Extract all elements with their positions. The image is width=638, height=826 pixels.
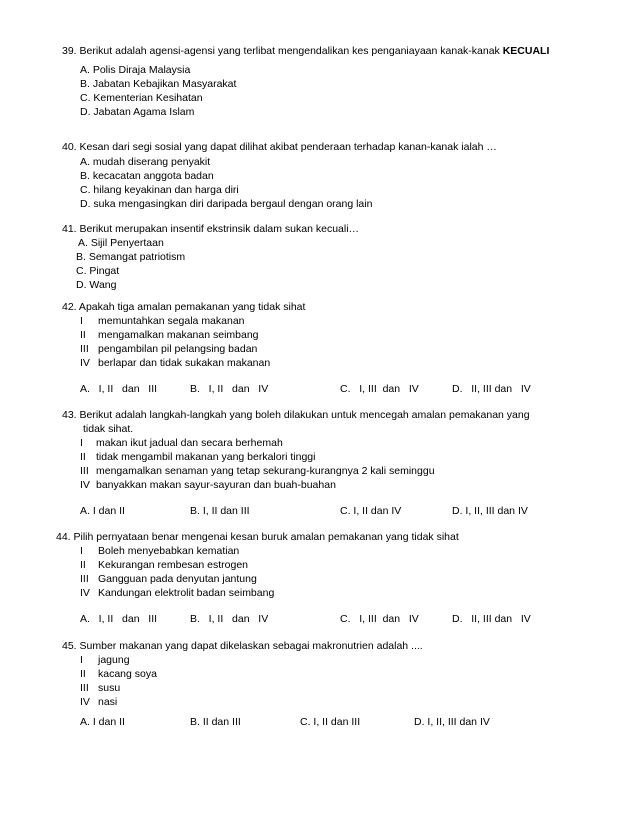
q45-item-2 [80,668,157,681]
q44-item-4-text: Kandungan elektrolit badan seimbang [98,587,275,599]
q43-answer-d: D. I, II, III dan IV [452,505,528,517]
q43-item-3-num: III [80,465,89,477]
q45-item-4 [80,696,117,709]
q42-stem: 42. Apakah tiga amalan pemakanan yang tidak sihat [62,301,306,313]
q44-item-2-text: Kekurangan rembesan estrogen [98,559,249,571]
q45-item-1-text: jagung [98,654,130,666]
q39-option-c: C. Kementerian Kesihatan [80,92,203,104]
q40-option-d: D. suka mengasingkan diri daripada bergaul dengan orang lain [80,198,373,210]
q42-item-1-num: I [80,315,83,327]
q44-item-1 [80,545,239,558]
q43-item-2 [80,451,315,464]
q42-item-1 [80,315,245,328]
q44-item-3 [80,573,257,586]
q43-item-4-text: banyakkan makan sayur-sayuran dan buah-buahan [96,479,336,491]
q42-item-4-num: IV [80,357,90,369]
q45-item-3-num: III [80,682,89,694]
q42-item-3-num: III [80,343,89,355]
q43-stem: 43. Berikut adalah langkah-langkah yang boleh dilakukan untuk mencegah amalan pemakanan yang [62,409,530,421]
q42-answer-a: A. I, II dan III [80,383,158,395]
q45-answer-a: A. I dan II [80,716,125,728]
q45-item-4-text: nasi [98,696,118,708]
q41-stem: 41. Berikut merupakan insentif ekstrinsik dalam sukan kecuali… [62,223,360,235]
q42-item-4-text: berlapar dan tidak sukakan makanan [98,357,271,369]
q41-option-c: C. Pingat [76,265,120,277]
q44-item-1-num: I [80,545,83,557]
q44-answer-d: D. II, III dan IV [452,613,531,625]
q43-item-3 [80,465,435,478]
q43-answer-c: C. I, II dan IV [340,505,402,517]
q44-item-4 [80,587,274,600]
q43-item-2-text: tidak mengambil makanan yang berkalori tinggi [96,451,316,463]
q45-answer-d: D. I, II, III dan IV [414,716,490,728]
q43-item-4-num: IV [80,479,90,491]
q44-item-1-text: Boleh menyebabkan kematian [98,545,240,557]
q39-stem [62,45,549,58]
q44-stem: 44. Pilih pernyataan benar mengenai kesan buruk amalan pemakanan yang tidak sihat [56,531,459,543]
q39-option-b: B. Jabatan Kebajikan Masyarakat [80,78,237,90]
q39-stem-emphasis: KECUALI [502,45,550,57]
q43-item-1 [80,437,283,450]
q40-option-b: B. kecacatan anggota badan [80,170,214,182]
q45-item-1-num: I [80,654,83,666]
q44-item-4-num: IV [80,587,90,599]
q44-item-3-text: Gangguan pada denyutan jantung [98,573,257,585]
q43-item-2-num: II [80,451,86,463]
q42-item-2 [80,329,259,342]
q43-item-3-text: mengamalkan senaman yang tetap sekurang-kurangnya 2 kali seminggu [96,465,435,477]
q42-answer-b: B. I, II dan IV [190,383,269,395]
q43-stem-continued: tidak sihat. [83,423,134,435]
q42-item-2-text: mengamalkan makanan seimbang [98,329,259,341]
q45-item-2-num: II [80,668,86,680]
q45-item-3 [80,682,120,695]
q39-stem-text: 39. Berikut adalah agensi-agensi yang terlibat mengendalikan kes penganiayaan kanak-kanak [62,45,500,57]
q39-option-a: A. Polis Diraja Malaysia [80,64,191,76]
q42-answer-c: C. I, III dan IV [340,383,419,395]
q45-stem: 45. Sumber makanan yang dapat dikelaskan sebagai makronutrien adalah .... [62,640,423,652]
q42-item-3-text: pengambilan pil pelangsing badan [98,343,258,355]
q42-item-1-text: memuntahkan segala makanan [98,315,245,327]
q43-item-1-num: I [80,437,83,449]
q45-item-4-num: IV [80,696,90,708]
q44-answer-b: B. I, II dan IV [190,613,269,625]
q44-item-2 [80,559,248,572]
q44-item-3-num: III [80,573,89,585]
q44-answer-c: C. I, III dan IV [340,613,419,625]
q42-item-2-num: II [80,329,86,341]
q45-item-2-text: kacang soya [98,668,157,680]
q45-item-1 [80,654,130,667]
q43-item-1-text: makan ikut jadual dan secara berhemah [96,437,283,449]
q41-option-a: A. Sijil Penyertaan [78,237,164,249]
q43-item-4 [80,479,336,492]
q45-answer-b: B. II dan III [190,716,241,728]
q41-option-b: B. Semangat patriotism [76,251,186,263]
q45-item-3-text: susu [98,682,121,694]
q40-option-c: C. hilang keyakinan dan harga diri [80,184,239,196]
q42-answer-d: D. II, III dan IV [452,383,531,395]
q40-stem: 40. Kesan dari segi sosial yang dapat dilihat akibat penderaan terhadap kanan-kanak ialah … [62,141,497,153]
q41-option-d: D. Wang [76,279,117,291]
q39-option-d: D. Jabatan Agama Islam [80,106,195,118]
q44-answer-a: A. I, II dan III [80,613,158,625]
q40-option-a: A. mudah diserang penyakit [80,156,211,168]
q42-item-4 [80,357,270,370]
q44-item-2-num: II [80,559,86,571]
q43-answer-b: B. I, II dan III [190,505,250,517]
q42-item-3 [80,343,257,356]
q45-answer-c: C. I, II dan III [300,716,361,728]
q43-answer-a: A. I dan II [80,505,125,517]
